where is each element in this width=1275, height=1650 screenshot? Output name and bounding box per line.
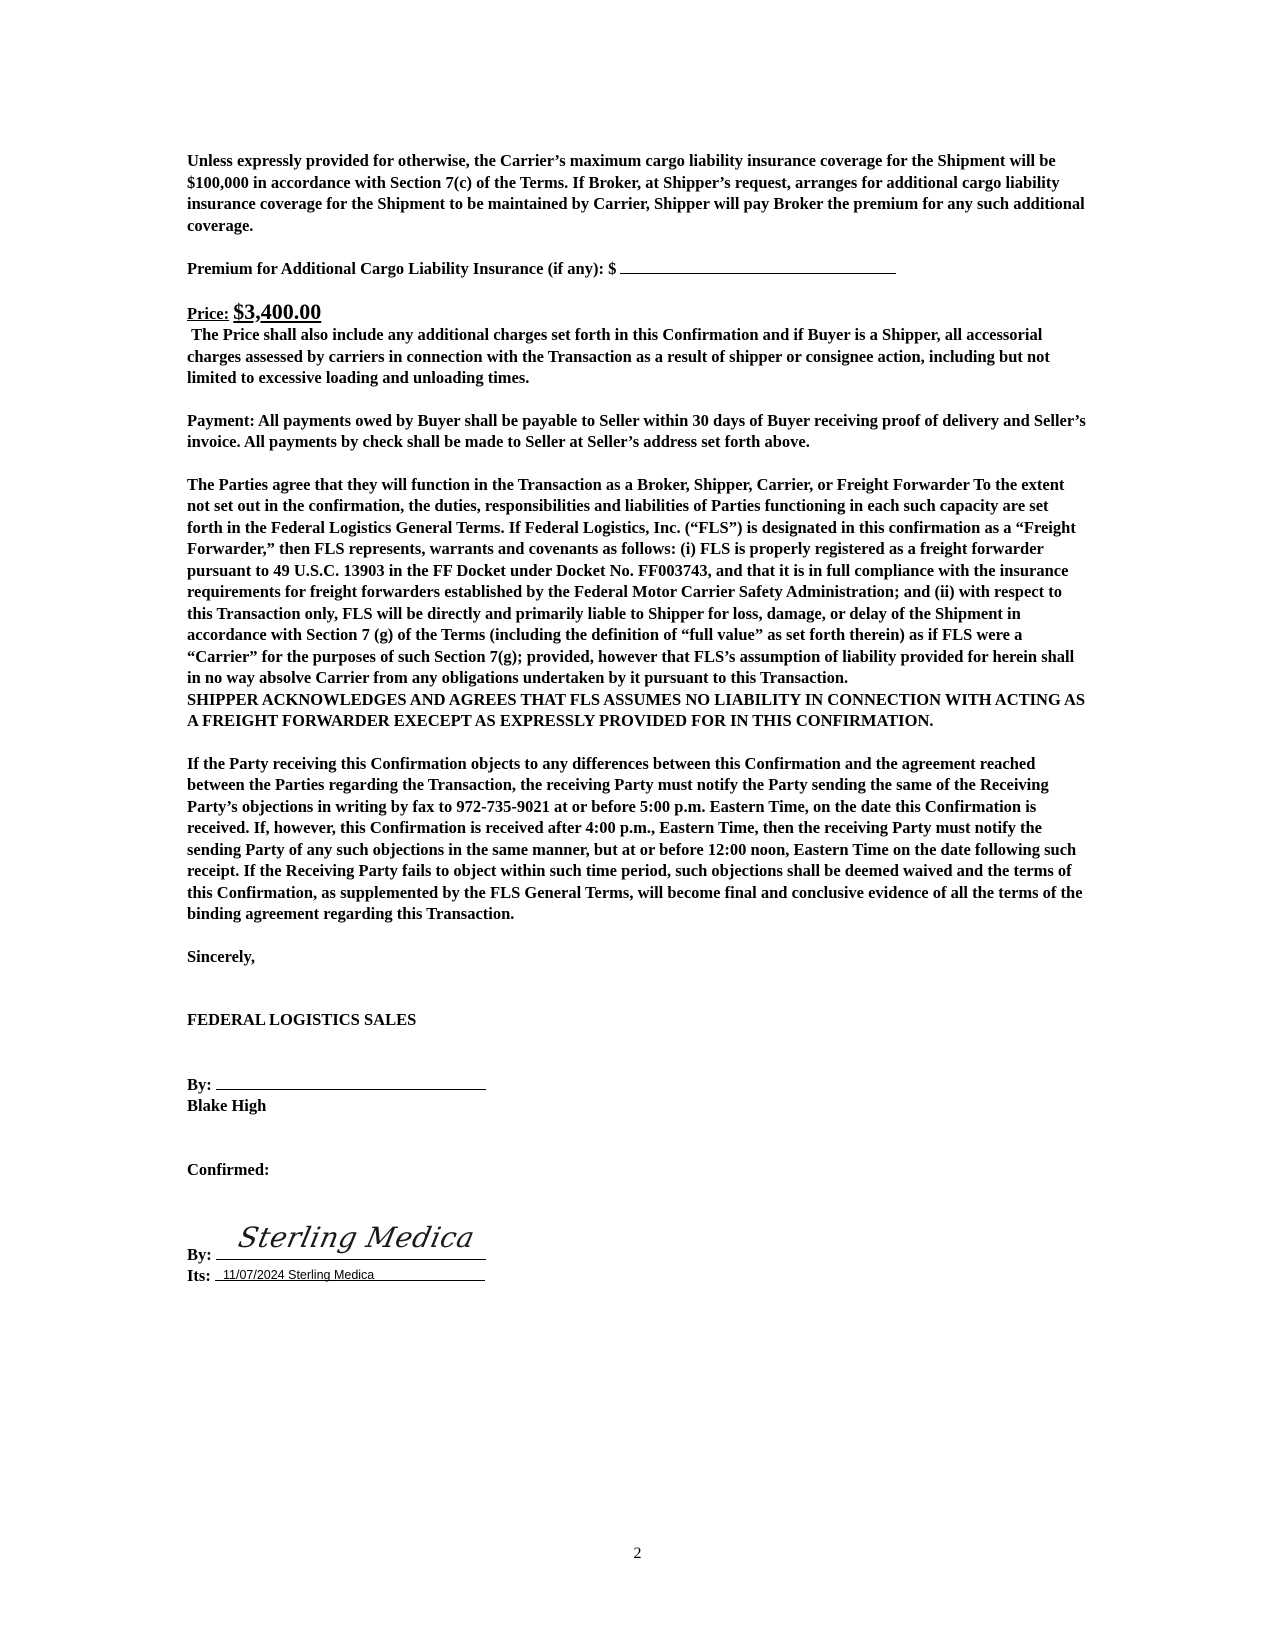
confirmed-by-line [187,1221,1087,1264]
its-label: Its: [187,1266,211,1285]
parties-paragraph: The Parties agree that they will function in the Transaction as a Broker, Shipper, Carrier, or Freight Forwarder To the extent not set out in the confirmation, the duties, responsibilities and liabilities of Parties functioning in each such capacity are set forth in the Federal Logistics General Terms. If Federal Logistics, Inc. (“FLS”) is designated in this confirmation as a “Freight Forwarder,” then FLS represents, warrants and covenants as follows: (i) FLS is properly registered as a freight forwarder pursuant to 49 U.S.C. 13903 in the FF Docket under Docket No. FF003743, and that it is in full compliance with the insurance requirements for freight forwarders established by the Federal Motor Carrier Safety Administration; and (ii) with respect to this Transaction only, FLS will be directly and primarily liable to Shipper for loss, damage, or delay of the Shipment in accordance with Section 7 (g) of the Terms (including the definition of “full value” as set forth therein) as if FLS were a “Carrier” for the purposes of such Section 7(g); provided, however that FLS’s assumption of liability provided for herein shall in no way absolve Carrier from any obligations undertaken by it pursuant to this Transaction. [187,474,1076,687]
acknowledgement-paragraph: SHIPPER ACKNOWLEDGES AND AGREES THAT FLS ASSUMES NO LIABILITY IN CONNECTION WITH ACTING AS A FREIGHT FORWARDER EXECEPT AS EXPRESSLY PROVIDED FOR IN THIS CONFIRMATION. [187,689,1086,730]
page-number: 2 [633,1545,642,1562]
premium-label: Premium for Additional Cargo Liability Insurance (if any): $ [187,259,617,278]
objection-paragraph: If the Party receiving this Confirmation objects to any differences between this Confirmation and the agreement reached between the Parties regarding the Transaction, the receiving Party must notify the Party sending the same of the Receiving Party’s objections in writing by fax to 972-735-9021 at or before 5:00 p.m. Eastern Time, on the date this Confirmation is received. If, however, this Confirmation is received after 4:00 p.m., Eastern Time, then the receiving Party must notify the sending Party of any such objections in the same manner, but at or before 12:00 noon, Eastern Time on the date following such receipt. If the Receiving Party fails to object within such time period, such objections shall be deemed waived and the terms of this Confirmation, as supplemented by the FLS General Terms, will become final and conclusive evidence of all the terms of the binding agreement regarding this Transaction. [187,753,1083,923]
handwritten-signature: Sterling Medica [235,1221,478,1254]
payment-paragraph: Payment: All payments owed by Buyer shall be payable to Seller within 30 days of Buyer receiving proof of delivery and Seller’s invoice. All payments by check shall be made to Seller at Seller’s address set forth above. [187,410,1086,451]
closing-text: Sincerely, [187,946,255,966]
price-paragraph: The Price shall also include any additional charges set forth in this Confirmation and if Buyer is a Shipper, all accessorial charges assessed by carriers in connection with the Transaction as a result of shipper or consignee action, including but not limited to excessive loading and unloading times. [187,325,1055,387]
document-body [187,150,1087,1285]
its-line [187,1264,1087,1285]
signature-blank[interactable] [216,1073,486,1090]
premium-line [187,257,1087,280]
by-line [187,1073,1087,1096]
signer-name: Blake High [187,1096,267,1115]
by-label: By: [187,1074,212,1094]
confirmed-label: Confirmed: [187,1159,270,1179]
price-label: Price: [187,303,230,323]
premium-blank [620,257,896,274]
its-value: 11/07/2024 Sterling Medica [223,1268,375,1282]
price-value: $3,400.00 [233,298,322,324]
by2-label: By: [187,1245,212,1264]
insurance-paragraph: Unless expressly provided for otherwise, the Carrier’s maximum cargo liability insurance coverage for the Shipment will be $100,000 in accordance with Section 7(c) of the Terms. If Broker, at Shipper’s request, arranges for additional cargo liability insurance coverage for the Shipment to be maintained by Carrier, Shipper will pay Broker the premium for any such additional coverage. [187,151,1085,235]
price-line [187,298,1087,325]
company-name: FEDERAL LOGISTICS SALES [187,1010,417,1029]
